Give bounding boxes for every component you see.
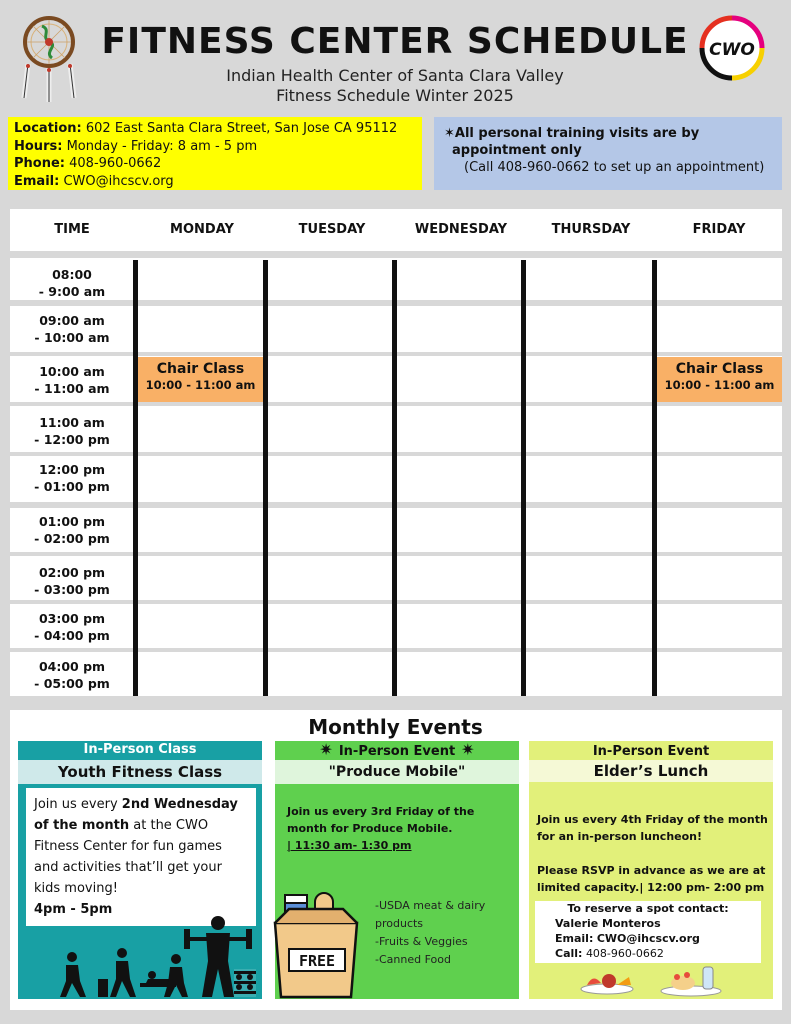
event-time: 10:00 - 11:00 am — [145, 378, 256, 392]
youth-fitness-card — [18, 741, 262, 999]
col-tuesday: TUESDAY — [298, 222, 366, 237]
event-friday-chair-class[interactable] — [657, 357, 782, 402]
time-slot: 10:00 am - 11:00 am — [34, 364, 110, 396]
produce-heading: "Produce Mobile" — [275, 760, 519, 784]
time-slot: 03:00 pm - 04:00 pm — [34, 611, 110, 643]
gym-silhouette-icon — [58, 909, 258, 997]
phone-label: Phone: — [14, 156, 65, 171]
food-icon — [579, 963, 729, 997]
col-thursday: THURSDAY — [551, 222, 631, 237]
column-divider — [652, 260, 657, 696]
time-slot: 08:00 - 9:00 am — [38, 267, 106, 299]
elder-description: Join us every 4th Friday of the month for an in-person luncheon! Please RSVP in advance as we are at limited capacity.| 12:00 pm- 2:00 pm — [537, 813, 768, 894]
elder-label: In-Person Event — [592, 744, 710, 759]
contact-phone[interactable]: 408-960-0662 — [585, 947, 664, 960]
event-name: Chair Class — [156, 361, 245, 377]
contact-name: Valerie Monteros — [555, 917, 661, 930]
monthly-events-title: Monthly Events — [308, 715, 483, 739]
phone-value: 408-960-0662 — [69, 156, 162, 171]
note-line-3: (Call 408-960-0662 to set up an appointment) — [464, 160, 765, 175]
hours-label: Hours: — [14, 138, 63, 154]
time-slot: 12:00 pm - 01:00 pm — [34, 462, 110, 494]
col-friday: FRIDAY — [692, 222, 746, 237]
note-line-1: All personal training visits are by — [454, 126, 700, 141]
sparkle-icon: ✷ — [461, 740, 475, 759]
location-info — [8, 117, 422, 190]
time-slot: 04:00 pm - 05:00 pm — [34, 659, 110, 691]
youth-label: In-Person Class — [83, 742, 197, 757]
produce-label: ✷ In-Person Event ✷ — [319, 740, 475, 759]
time-slot: 02:00 pm - 03:00 pm — [34, 565, 110, 597]
event-name: Chair Class — [675, 361, 764, 377]
elder-heading: Elder’s Lunch — [529, 760, 773, 782]
email-label: Email: — [14, 173, 60, 189]
column-divider — [133, 260, 138, 696]
column-divider — [263, 260, 268, 696]
location-label: Location: — [14, 121, 82, 136]
col-time: TIME — [54, 222, 90, 237]
bag-label: FREE — [298, 952, 336, 970]
produce-description: Join us every 3rd Friday of the month for Produce Mobile. | 11:30 am- 1:30 pm — [287, 803, 487, 854]
event-monday-chair-class[interactable] — [138, 357, 263, 402]
cwo-logo-icon — [698, 14, 766, 82]
location-value: 602 East Santa Clara Street, San Jose CA 95112 — [85, 121, 398, 136]
contact-email[interactable]: CWO@ihcscv.org — [596, 932, 700, 945]
note-line-2: appointment only — [452, 143, 582, 158]
list-item: -USDA meat & dairy products — [375, 899, 486, 930]
produce-mobile-card — [275, 741, 519, 999]
email-value: CWO@ihcscv.org — [63, 173, 174, 189]
contact-title: To reserve a spot contact: — [567, 902, 729, 915]
grocery-bag-icon — [269, 885, 365, 999]
produce-items — [375, 897, 515, 969]
appointment-note — [434, 117, 782, 190]
sparkle-icon: ✶ — [444, 126, 455, 141]
column-divider — [392, 260, 397, 696]
organization-name: Indian Health Center of Santa Clara Valley — [226, 66, 564, 85]
schedule-season: Fitness Schedule Winter 2025 — [276, 86, 514, 105]
youth-heading: Youth Fitness Class — [18, 760, 262, 784]
header — [0, 0, 791, 112]
time-slot: 01:00 pm - 02:00 pm — [34, 514, 110, 546]
hours-value: Monday - Friday: 8 am - 5 pm — [66, 138, 258, 154]
youth-time: 4pm - 5pm — [34, 902, 113, 917]
page-title: FITNESS CENTER SCHEDULE — [101, 21, 689, 62]
elder-contact: To reserve a spot contact: Valerie Monteros Email: CWO@ihcscv.org Call: 408-960-0662 — [535, 901, 761, 963]
subtitle — [90, 66, 700, 106]
cwo-logo-text: CWO — [709, 40, 755, 60]
col-monday: MONDAY — [170, 222, 234, 237]
produce-time: | 11:30 am- 1:30 pm — [287, 839, 412, 852]
elders-lunch-card — [529, 741, 773, 999]
youth-description: Join us every 2nd Wednesday of the month at the CWO Fitness Center for fun games and activities that’ll get your kids moving! 4pm - 5pm — [26, 788, 256, 926]
schedule-header — [10, 209, 782, 251]
list-item: -Fruits & Veggies — [375, 935, 468, 948]
column-divider — [521, 260, 526, 696]
time-slot: 09:00 am - 10:00 am — [34, 313, 110, 345]
sparkle-icon: ✷ — [319, 740, 333, 759]
col-wednesday: WEDNESDAY — [414, 222, 508, 237]
dreamcatcher-logo-icon — [18, 12, 80, 104]
list-item: -Canned Food — [375, 953, 451, 966]
time-slot: 11:00 am - 12:00 pm — [34, 415, 110, 447]
event-time: 10:00 - 11:00 am — [664, 378, 775, 392]
